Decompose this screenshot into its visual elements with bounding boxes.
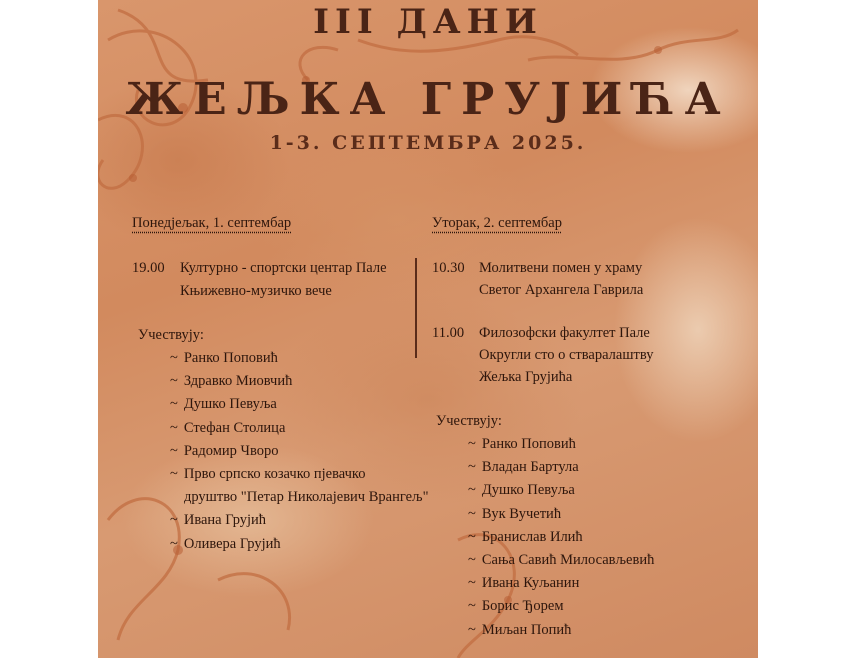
- tuesday-participants-label: Учествују:: [436, 413, 502, 429]
- list-item: ~ Оливера Грујић: [170, 535, 281, 552]
- list-item: ~ Прво српско козачко пјевачко: [170, 466, 366, 483]
- list-item: ~ Ранко Поповић: [468, 436, 576, 452]
- tuesday-event-2-line1: Филозофски факултет Пале: [479, 325, 650, 341]
- list-item: ~ Вук Вучетић: [468, 505, 562, 522]
- list-item: ~ Радомир Чворо: [170, 442, 279, 459]
- tuesday-event-1-line2: Светог Архангела Гаврила: [479, 282, 644, 298]
- list-item: ~ Стефан Столица: [170, 419, 286, 436]
- list-item: ~ Душко Певуља: [468, 482, 575, 499]
- monday-participants-label: Учествују:: [138, 327, 204, 343]
- tilde-bullet: ~: [468, 552, 476, 569]
- tilde-bullet: ~: [170, 396, 178, 413]
- tilde-bullet: ~: [468, 459, 476, 476]
- tuesday-event-1-time: 10.30: [432, 260, 465, 276]
- list-item: ~ Сања Савић Милосављевић: [468, 552, 655, 569]
- festival-edition-title: III ДАНИ: [313, 2, 543, 42]
- tilde-bullet: ~: [170, 512, 178, 529]
- list-item: ~ Ивана Куљанин: [468, 575, 580, 592]
- monday-participants-list: [170, 347, 429, 556]
- tilde-bullet: ~: [170, 373, 178, 390]
- tilde-bullet: ~: [468, 598, 476, 615]
- tuesday-event-2-line3: Жељка Грујића: [479, 369, 573, 385]
- list-item-continuation: друштво "Петар Николајевич Врангељ": [184, 489, 429, 506]
- tilde-bullet: ~: [170, 419, 178, 436]
- list-item: ~ Ранко Поповић: [170, 350, 278, 366]
- list-item: ~ Миљан Попић: [468, 621, 572, 638]
- tilde-bullet: ~: [468, 505, 476, 522]
- tuesday-event-1-line1: Молитвени помен у храму: [479, 260, 643, 276]
- list-item: ~ Владан Бартула: [468, 459, 579, 476]
- list-item: ~ Борис Ђорем: [468, 598, 564, 615]
- tuesday-participants-list: [468, 433, 654, 642]
- tilde-bullet: ~: [468, 482, 476, 499]
- tilde-bullet: ~: [170, 535, 178, 552]
- monday-time: 19.00: [132, 260, 165, 276]
- monday-venue: Културно - спортски центар Пале: [180, 260, 387, 276]
- tuesday-day-heading: Уторак, 2. септембар: [432, 215, 562, 231]
- tilde-bullet: ~: [468, 436, 476, 452]
- tilde-bullet: ~: [468, 528, 476, 545]
- tuesday-event-2-time: 11.00: [432, 325, 465, 341]
- list-item: ~ Здравко Миовчић: [170, 373, 293, 390]
- monday-event: Књижевно-музичко вече: [180, 283, 332, 299]
- monday-day-heading: Понедјељак, 1. септембар: [132, 215, 292, 231]
- tilde-bullet: ~: [170, 350, 178, 366]
- tuesday-event-2-line2: Округли сто о стваралаштву: [479, 347, 654, 363]
- tilde-bullet: ~: [170, 466, 178, 483]
- list-item: ~ Бранислав Илић: [468, 528, 583, 545]
- tilde-bullet: ~: [468, 575, 476, 592]
- tilde-bullet: ~: [468, 621, 476, 638]
- festival-dates: 1-3. СЕПТЕМБРА 2025.: [269, 132, 587, 154]
- festival-name-title: ЖЕЉКА ГРУЈИЋА: [125, 74, 731, 125]
- tilde-bullet: ~: [170, 442, 178, 459]
- list-item: ~ Ивана Грујић: [170, 512, 267, 529]
- event-poster: [98, 0, 758, 658]
- list-item: ~ Душко Певуља: [170, 396, 277, 413]
- column-divider: [415, 258, 417, 358]
